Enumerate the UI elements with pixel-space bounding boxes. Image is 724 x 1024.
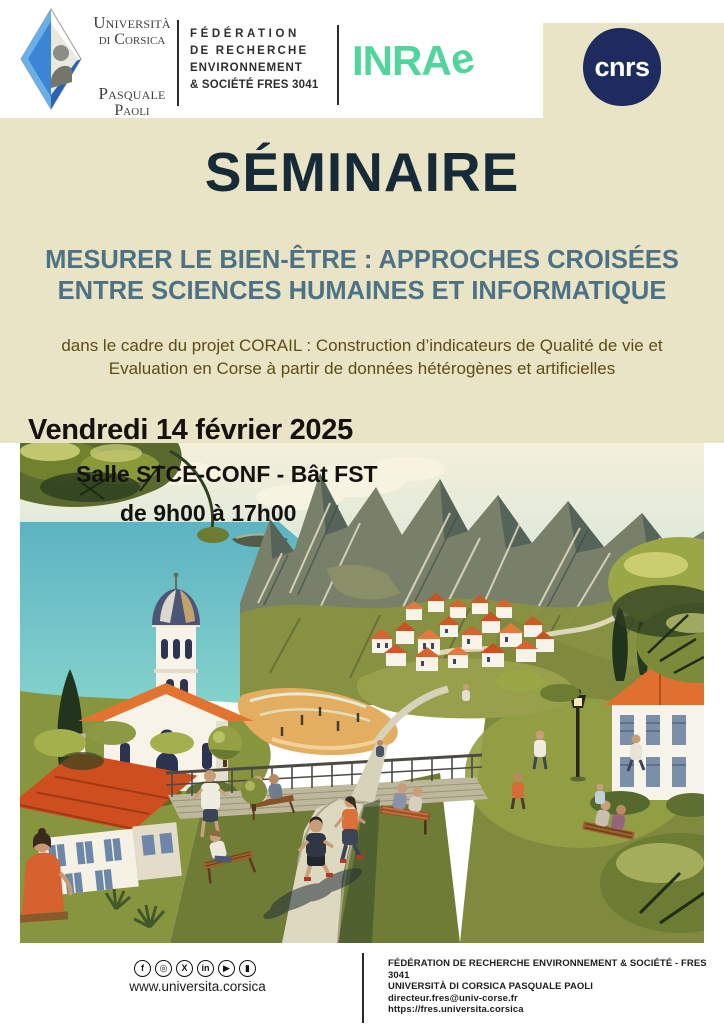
event-location: Salle STCE-CONF - Bât FST: [76, 461, 378, 487]
instagram-glyph: ◎: [159, 963, 168, 973]
university-name-line: di Corsica: [98, 30, 166, 48]
project-line-1: dans le cadre du projet CORAIL : Construction d’indicateurs de Qualité de vie et: [61, 336, 663, 355]
linkedin-glyph: in: [201, 963, 210, 973]
seminar-subtitle: [0, 245, 724, 307]
federation-title: [190, 26, 336, 94]
cnrs-logo: [583, 28, 661, 106]
event-time: de 9h00 à 17h00: [120, 500, 297, 526]
x-glyph: X: [181, 963, 188, 973]
footer-org-line: FÉDÉRATION DE RECHERCHE ENVIRONNEMENT & SOCIÉTÉ - FRES 3041: [388, 958, 707, 981]
footer-university-line: UNIVERSITÀ DI CORSICA PASQUALE PAOLI: [388, 981, 594, 993]
university-name-line: Paoli: [114, 101, 150, 119]
mobile-glyph: ▮: [245, 963, 250, 973]
university-name-line: Pasquale: [98, 84, 166, 104]
inrae-leaf-e: e: [444, 33, 478, 85]
federation-line: DE RECHERCHE: [190, 45, 309, 58]
subtitle-line-1: MESURER LE BIEN-ÊTRE : APPROCHES CROISÉES: [45, 246, 679, 274]
header-divider: [337, 25, 339, 105]
event-date: Vendredi 14 février 2025: [28, 414, 353, 446]
youtube-glyph: ▶: [223, 963, 230, 973]
social-icons: [134, 960, 256, 977]
youtube-icon[interactable]: [218, 960, 235, 977]
footer-url[interactable]: https://fres.universita.corsica: [388, 1004, 524, 1016]
page-title: SÉMINAIRE: [204, 141, 520, 203]
university-corsica-logo: [20, 8, 82, 110]
facebook-icon[interactable]: [134, 960, 151, 977]
x-twitter-icon[interactable]: [176, 960, 193, 977]
inrae-logo: [352, 33, 478, 85]
university-name: [86, 14, 178, 120]
project-line-2: Evaluation en Corse à partir de données hétérogènes et artificielles: [108, 359, 616, 379]
header-divider: [177, 20, 179, 106]
facebook-glyph: f: [141, 963, 144, 973]
federation-line: FÉDÉRATION: [190, 28, 300, 40]
mobile-icon[interactable]: [239, 960, 256, 977]
footer-email[interactable]: directeur.fres@univ-corse.fr: [388, 992, 518, 1004]
project-description: [22, 334, 702, 381]
inrae-text: INRA: [352, 37, 451, 84]
university-website[interactable]: www.universita.corsica: [129, 979, 266, 994]
footer-divider: [362, 953, 364, 1023]
subtitle-line-2: ENTRE SCIENCES HUMAINES ET INFORMATIQUE: [57, 277, 667, 306]
linkedin-icon[interactable]: [197, 960, 214, 977]
federation-line: ENVIRONNEMENT: [190, 62, 303, 75]
federation-line: & SOCIÉTÉ FRES 3041: [190, 79, 319, 92]
cnrs-text: cnrs: [594, 51, 650, 82]
footer-contact-block: [388, 958, 718, 1016]
university-name-line: Università: [93, 13, 171, 32]
instagram-icon[interactable]: [155, 960, 172, 977]
